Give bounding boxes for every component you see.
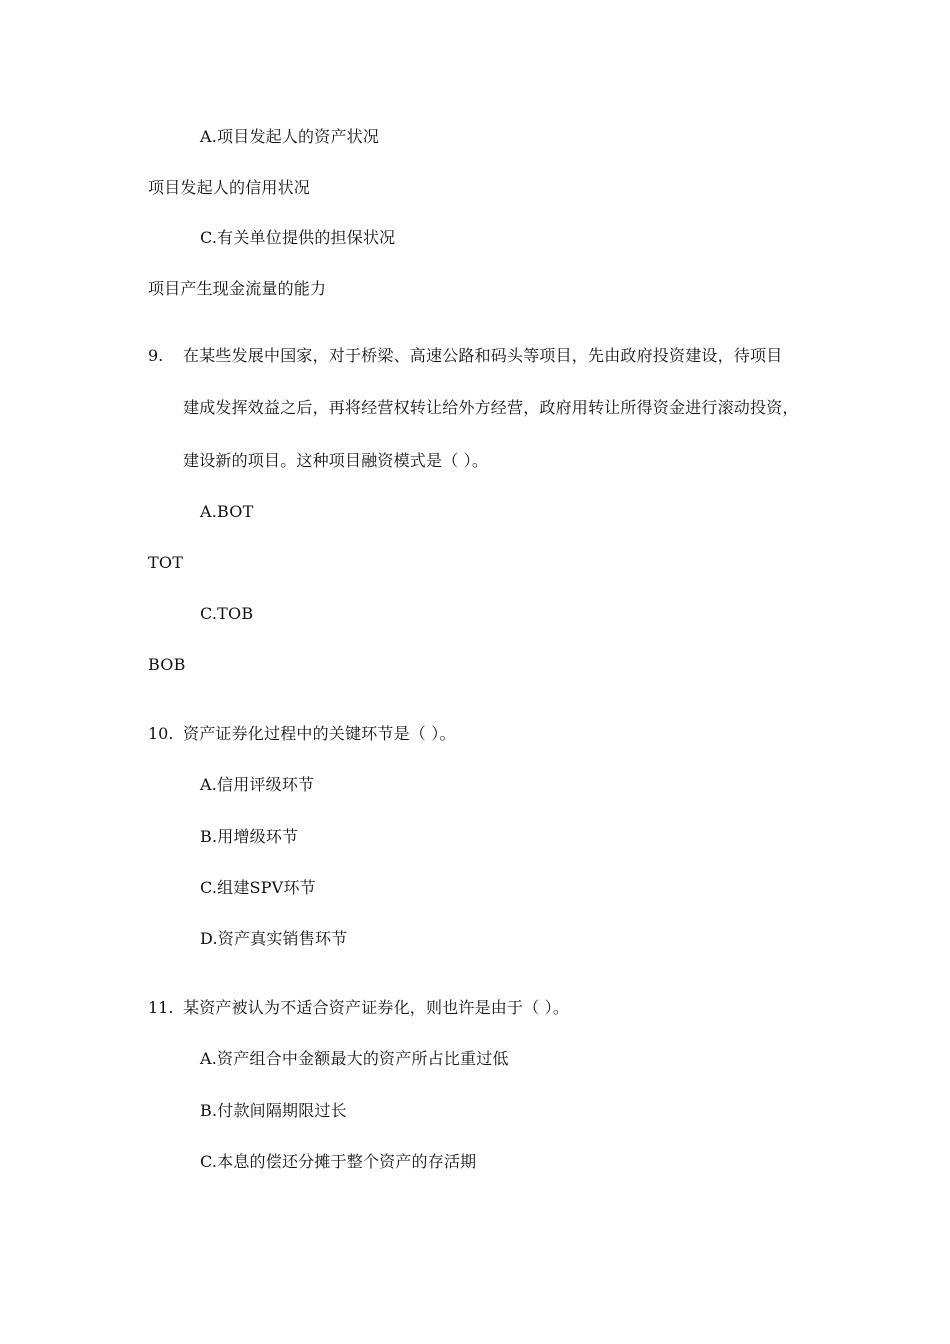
question-10-option-a: A.信用评级环节 [200,775,315,794]
question-11-option-c: C.本息的偿还分摊于整个资产的存活期 [200,1152,477,1171]
question-9-option-b: TOT [148,553,184,572]
question-11-text: 某资产被认为不适合资产证券化，则也许是由于（ ）。 [183,998,570,1017]
question-9-text-line-2: 建成发挥效益之后，再将经营权转让给外方经营，政府用转让所得资金进行滚动投资， [183,398,799,417]
question-8-option-b: 项目发起人的信用状况 [148,178,311,197]
question-10-text: 资产证券化过程中的关键环节是（ ）。 [183,724,456,743]
question-8-option-a: A.项目发起人的资产状况 [200,127,380,146]
question-9-text-line-3: 建设新的项目。这种项目融资模式是（ ）。 [183,451,489,470]
question-10-option-b: B.用增级环节 [200,827,299,846]
question-9-text-line-1: 在某些发展中国家，对于桥梁、高速公路和码头等项目，先由政府投资建设，待项目 [183,346,783,365]
question-11-number: 11. [148,998,174,1017]
question-11-option-b: B.付款间隔期限过长 [200,1101,347,1120]
question-9-option-d: BOB [148,655,186,674]
question-10-option-c: C.组建SPV环节 [200,878,316,897]
question-9-number: 9. [148,346,164,365]
question-8-option-d: 项目产生现金流量的能力 [148,279,327,298]
question-10-option-d: D.资产真实销售环节 [200,929,348,948]
question-11-option-a: A.资产组合中金额最大的资产所占比重过低 [200,1049,509,1068]
question-9-option-c: C.TOB [200,604,254,623]
question-8-option-c: C.有关单位提供的担保状况 [200,228,396,247]
question-10-number: 10. [148,724,174,743]
question-9-option-a: A.BOT [200,502,254,521]
